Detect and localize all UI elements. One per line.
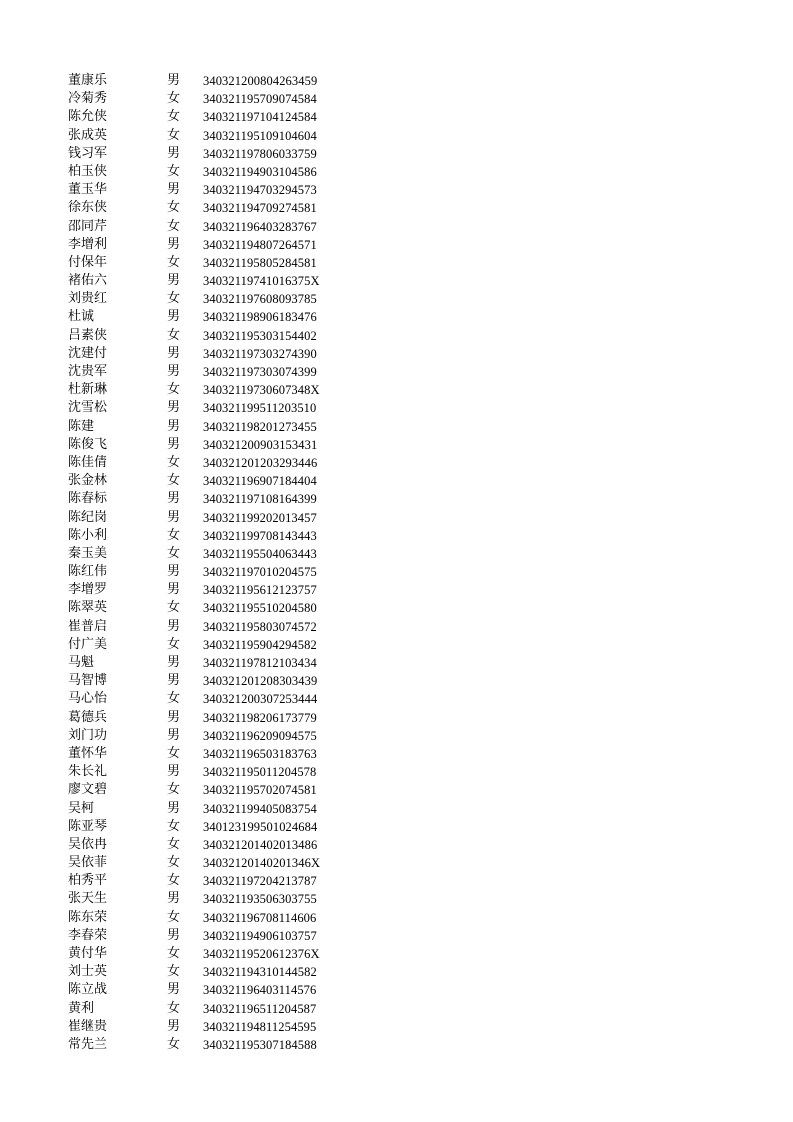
- person-id-number: 340321197806033759: [203, 146, 317, 161]
- person-gender: 男: [167, 418, 181, 434]
- person-gender: 男: [167, 673, 181, 689]
- person-gender: 男: [167, 891, 181, 907]
- person-name: 黄付华: [68, 946, 108, 961]
- table-row: [0, 963, 793, 981]
- person-id-number: 340321194906103757: [203, 928, 317, 943]
- table-row: [0, 1000, 793, 1018]
- person-name: 陈小利: [68, 527, 108, 543]
- person-gender: 女: [167, 600, 181, 616]
- table-row: [0, 145, 793, 163]
- person-name: 吴依菲: [68, 855, 108, 871]
- person-name: 张金林: [68, 473, 108, 489]
- table-row: [0, 454, 793, 472]
- person-name: 陈佳倩: [68, 454, 108, 470]
- person-name: 褚佑六: [68, 273, 108, 289]
- person-name: 陈俊飞: [68, 436, 108, 452]
- person-id-number: 340321193506303755: [203, 892, 317, 907]
- person-gender: 男: [167, 436, 181, 452]
- person-gender: 男: [167, 618, 181, 634]
- person-id-number: 340321195510204580: [203, 601, 317, 616]
- person-name: 陈东荣: [68, 909, 108, 925]
- person-gender: 男: [167, 1018, 181, 1034]
- person-gender: 女: [167, 200, 181, 216]
- person-id-number: 340321196403283767: [203, 219, 317, 234]
- table-row: [0, 436, 793, 454]
- person-name: 沈雪松: [68, 400, 108, 416]
- table-row: [0, 672, 793, 690]
- person-id-number: 340321197108164399: [203, 492, 317, 507]
- person-id-number: 340321194310144582: [203, 965, 317, 980]
- table-row: [0, 854, 793, 872]
- person-name: 李增罗: [68, 582, 108, 598]
- person-id-number: 34032120140201346X: [203, 856, 321, 871]
- person-id-number: 340321194703294573: [203, 183, 317, 198]
- table-row: [0, 218, 793, 236]
- person-id-number: 340321195805284581: [203, 255, 317, 270]
- table-row: [0, 781, 793, 799]
- table-row: [0, 800, 793, 818]
- person-gender: 男: [167, 727, 181, 743]
- person-id-number: 340321198201273455: [203, 419, 317, 434]
- table-row: [0, 763, 793, 781]
- person-gender: 男: [167, 364, 181, 379]
- person-gender: 女: [167, 836, 181, 852]
- person-gender: 女: [167, 109, 181, 125]
- person-id-number: 340321195803074572: [203, 619, 317, 634]
- person-gender: 男: [167, 273, 181, 289]
- person-name: 马魁: [68, 655, 95, 670]
- person-gender: 男: [167, 764, 181, 780]
- person-id-number: 340321197812103434: [203, 656, 317, 670]
- table-row: [0, 254, 793, 272]
- person-id-number: 340321194807264571: [203, 237, 317, 252]
- table-row: [0, 945, 793, 963]
- person-name: 陈亚琴: [68, 818, 108, 834]
- person-name: 付广美: [68, 636, 108, 652]
- table-row: [0, 327, 793, 345]
- table-row: [0, 581, 793, 599]
- person-id-number: 340123199501024684: [203, 819, 318, 834]
- person-name: 李春荣: [68, 927, 108, 943]
- person-id-number: 340321195011204578: [203, 765, 317, 780]
- table-row: [0, 418, 793, 436]
- person-gender: 女: [167, 745, 181, 761]
- table-row: [0, 709, 793, 727]
- table-row: [0, 163, 793, 181]
- person-name: 董玉华: [68, 182, 108, 198]
- person-id-number: 340321196907184404: [203, 474, 317, 489]
- person-id-number: 340321196209094575: [203, 728, 317, 743]
- person-gender: 女: [167, 91, 181, 107]
- person-id-number: 340321197303074399: [203, 365, 317, 379]
- table-row: [0, 745, 793, 763]
- person-name: 吴依冉: [68, 836, 108, 852]
- person-id-number: 340321196403114576: [203, 983, 317, 998]
- person-name: 陈纪岗: [68, 509, 108, 525]
- person-gender: 女: [167, 327, 181, 343]
- person-name: 杜诚: [68, 309, 95, 325]
- table-row: [0, 290, 793, 308]
- person-name: 陈红伟: [68, 564, 108, 580]
- person-gender: 女: [167, 909, 181, 925]
- person-id-number: 340321196503183763: [203, 746, 317, 761]
- person-name: 董康乐: [68, 73, 108, 88]
- person-id-number: 34032119520612376X: [203, 947, 320, 961]
- person-gender: 男: [167, 564, 181, 580]
- person-gender: 女: [167, 818, 181, 834]
- person-name: 陈春标: [68, 491, 108, 507]
- person-name: 刘门功: [68, 727, 108, 743]
- person-name: 马智博: [68, 673, 108, 689]
- person-id-number: 340321194903104586: [203, 164, 317, 179]
- person-id-number: 340321199511203510: [203, 401, 317, 416]
- table-row: [0, 399, 793, 417]
- person-gender: 女: [167, 782, 181, 798]
- person-name: 崔继贵: [68, 1018, 108, 1034]
- person-gender: 男: [167, 709, 181, 725]
- person-id-number: 340321195612123757: [203, 583, 317, 598]
- person-id-number: 34032119730607348X: [203, 383, 320, 398]
- person-id-number: 340321199708143443: [203, 528, 317, 543]
- person-id-number: 340321198206173779: [203, 710, 317, 725]
- table-row: [0, 236, 793, 254]
- person-gender: 女: [167, 218, 181, 234]
- table-row: [0, 636, 793, 654]
- person-id-number: 340321197204213787: [203, 874, 317, 889]
- person-gender: 男: [167, 400, 181, 416]
- table-row: [0, 527, 793, 545]
- person-name: 陈立战: [68, 982, 108, 998]
- person-id-number: 340321195303154402: [203, 328, 317, 343]
- person-name: 吴柯: [68, 800, 95, 816]
- person-gender: 男: [167, 73, 181, 88]
- person-gender: 女: [167, 636, 181, 652]
- person-id-number: 340321200307253444: [203, 692, 318, 707]
- person-id-number: 340321197010204575: [203, 565, 317, 580]
- person-gender: 女: [167, 964, 181, 980]
- person-gender: 女: [167, 127, 181, 143]
- table-row: [0, 127, 793, 145]
- table-row: [0, 381, 793, 399]
- person-gender: 男: [167, 927, 181, 943]
- person-name: 常先兰: [68, 1036, 108, 1052]
- person-gender: 女: [167, 454, 181, 470]
- table-row: [0, 818, 793, 836]
- person-gender: 男: [167, 309, 181, 325]
- table-row: [0, 308, 793, 326]
- person-gender: 男: [167, 582, 181, 598]
- person-name: 李增利: [68, 236, 108, 252]
- person-id-number: 340321201203293446: [203, 455, 318, 470]
- table-row: [0, 199, 793, 217]
- table-row: [0, 872, 793, 890]
- person-gender: 女: [167, 254, 181, 270]
- table-row: [0, 181, 793, 199]
- table-row: [0, 981, 793, 999]
- person-name: 刘贵红: [68, 291, 108, 307]
- person-gender: 女: [167, 382, 181, 398]
- person-name: 董怀华: [68, 745, 108, 761]
- person-name: 廖文碧: [68, 782, 108, 798]
- person-gender: 男: [167, 145, 181, 161]
- person-gender: 女: [167, 163, 181, 179]
- person-gender: 男: [167, 236, 181, 252]
- table-row: [0, 90, 793, 108]
- person-id-number: 340321195307184588: [203, 1037, 317, 1052]
- table-row: [0, 345, 793, 363]
- person-gender: 女: [167, 291, 181, 307]
- person-id-number: 340321200804263459: [203, 74, 318, 88]
- person-id-number: 340321199405083754: [203, 801, 317, 816]
- person-gender: 男: [167, 982, 181, 998]
- person-gender: 女: [167, 855, 181, 871]
- person-id-number: 340321200903153431: [203, 437, 318, 452]
- table-row: [0, 545, 793, 563]
- person-name: 陈翠英: [68, 600, 108, 616]
- person-name: 冷菊秀: [68, 91, 108, 107]
- person-name: 刘士英: [68, 964, 108, 980]
- person-id-number: 340321196708114606: [203, 910, 317, 925]
- person-id-number: 340321195709074584: [203, 92, 317, 107]
- table-row: [0, 108, 793, 126]
- table-row: [0, 909, 793, 927]
- person-name: 陈建: [68, 418, 95, 434]
- table-row: [0, 272, 793, 290]
- person-name: 柏秀平: [68, 873, 108, 889]
- person-id-number: 340321194709274581: [203, 201, 317, 216]
- table-row: [0, 727, 793, 745]
- person-id-number: 340321195702074581: [203, 783, 317, 798]
- table-row: [0, 836, 793, 854]
- table-row: [0, 618, 793, 636]
- table-row: [0, 1018, 793, 1036]
- person-id-number: 340321201402013486: [203, 837, 318, 852]
- person-name: 秦玉美: [68, 545, 108, 561]
- person-name: 杜新琳: [68, 382, 108, 398]
- person-name: 黄利: [68, 1000, 95, 1016]
- person-gender: 男: [167, 655, 181, 670]
- person-gender: 男: [167, 345, 181, 361]
- person-name: 吕素侠: [68, 327, 108, 343]
- person-gender: 男: [167, 509, 181, 525]
- table-row: [0, 490, 793, 508]
- roster-table: [0, 72, 793, 1054]
- person-id-number: 340321197104124584: [203, 110, 317, 125]
- person-gender: 女: [167, 545, 181, 561]
- person-id-number: 34032119741016375X: [203, 274, 320, 289]
- person-name: 葛德兵: [68, 709, 108, 725]
- person-name: 沈建付: [68, 345, 108, 361]
- person-gender: 女: [167, 473, 181, 489]
- person-name: 付保年: [68, 254, 108, 270]
- person-gender: 男: [167, 491, 181, 507]
- table-row: [0, 654, 793, 672]
- table-row: [0, 599, 793, 617]
- table-row: [0, 690, 793, 708]
- person-name: 张成英: [68, 127, 108, 143]
- table-row: [0, 509, 793, 527]
- person-id-number: 340321195504063443: [203, 546, 317, 561]
- table-row: [0, 363, 793, 381]
- person-name: 沈贵军: [68, 364, 108, 379]
- table-row: [0, 890, 793, 908]
- table-row: [0, 563, 793, 581]
- table-row: [0, 472, 793, 490]
- person-id-number: 340321196511204587: [203, 1001, 317, 1016]
- person-name: 张天生: [68, 891, 108, 907]
- person-gender: 女: [167, 1000, 181, 1016]
- person-name: 徐东侠: [68, 200, 108, 216]
- person-id-number: 340321194811254595: [203, 1019, 317, 1034]
- person-name: 陈允侠: [68, 109, 108, 125]
- table-row: [0, 1036, 793, 1054]
- person-name: 邵同芹: [68, 218, 108, 234]
- person-gender: 女: [167, 1036, 181, 1052]
- person-id-number: 340321198906183476: [203, 310, 317, 325]
- person-name: 柏玉侠: [68, 163, 108, 179]
- person-gender: 男: [167, 182, 181, 198]
- person-gender: 女: [167, 873, 181, 889]
- person-gender: 男: [167, 800, 181, 816]
- person-name: 崔普启: [68, 618, 108, 634]
- person-name: 朱长礼: [68, 764, 108, 780]
- person-gender: 女: [167, 527, 181, 543]
- person-gender: 女: [167, 691, 181, 707]
- person-id-number: 340321195109104604: [203, 128, 317, 143]
- person-id-number: 340321197608093785: [203, 292, 317, 307]
- table-row: [0, 927, 793, 945]
- person-id-number: 340321199202013457: [203, 510, 317, 525]
- person-id-number: 340321195904294582: [203, 637, 317, 652]
- table-row: [0, 72, 793, 90]
- person-id-number: 340321201208303439: [203, 674, 318, 689]
- person-gender: 女: [167, 946, 181, 961]
- person-id-number: 340321197303274390: [203, 346, 317, 361]
- person-name: 钱习军: [68, 145, 108, 161]
- person-name: 马心怡: [68, 691, 108, 707]
